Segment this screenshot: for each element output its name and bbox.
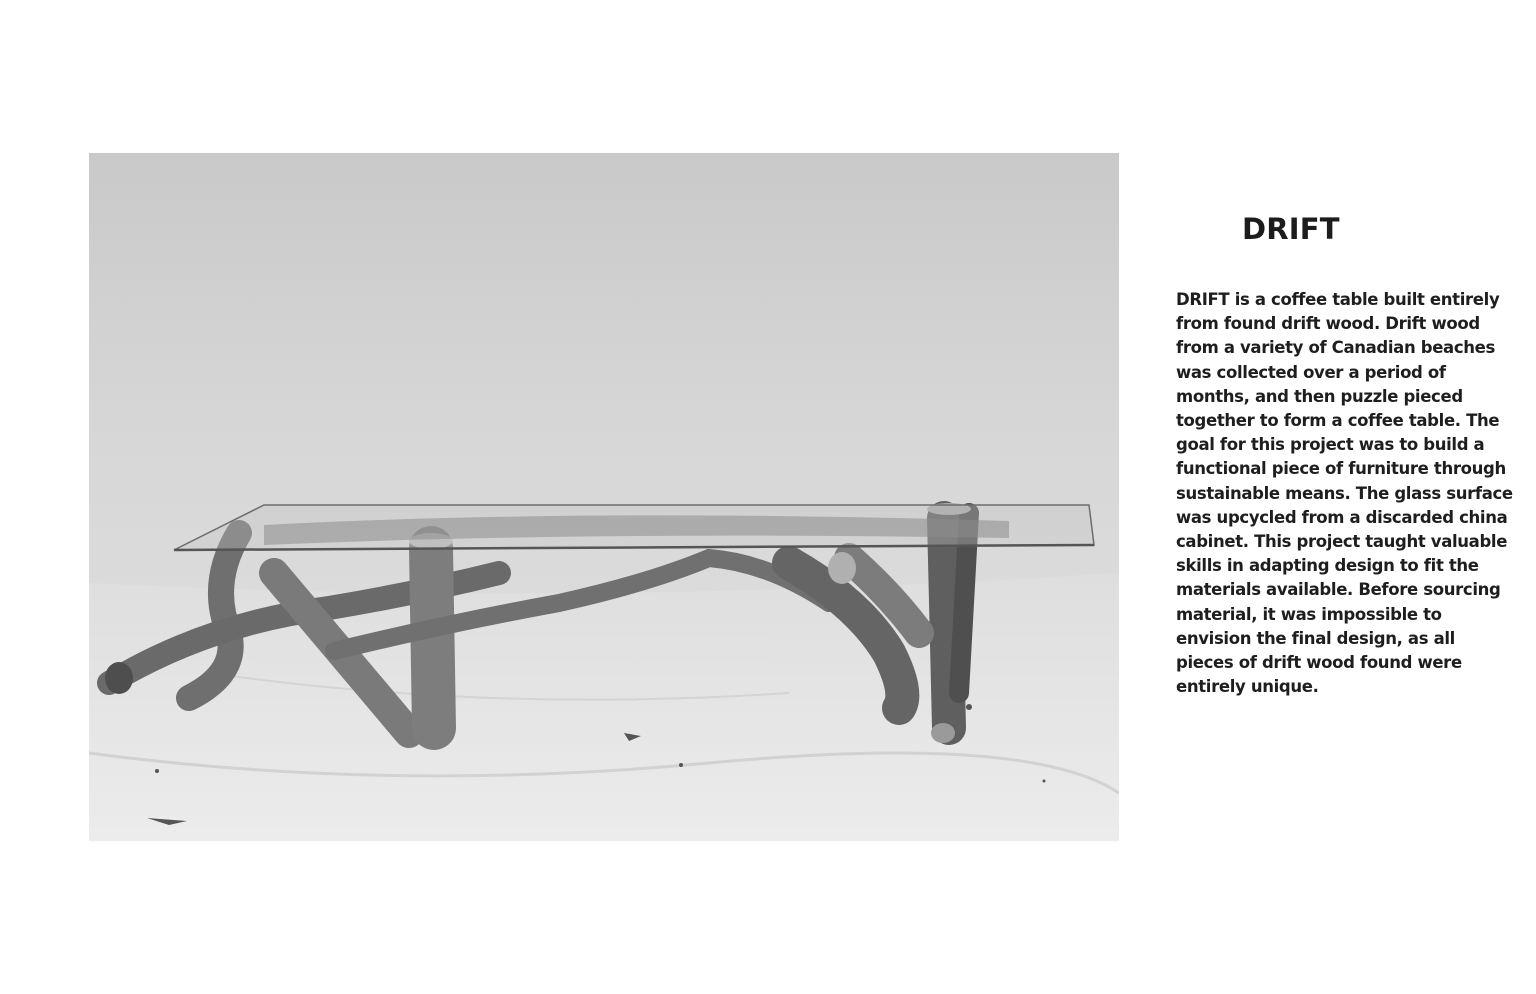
project-description: DRIFT is a coffee table built entirely from found drift wood. Drift wood from a variety of Canadian beaches was collected over a period of months, and then puzzle pieced together to form a coffee table. The goal for this project was to build a functional piece of furniture through sustainable means. The glass surface was upcycled from a discarded china cabinet. This project taught valuable skills in adapting design to fit the materials available. Before sourcing material, it was impossible to envision the final design, as all pieces of drift wood found were entirely unique. [1176, 290, 1513, 697]
driftwood-table-illustration [89, 153, 1119, 841]
project-title: DRIFT [1242, 212, 1340, 246]
project-photo [89, 153, 1119, 841]
glass-top [174, 505, 1094, 550]
